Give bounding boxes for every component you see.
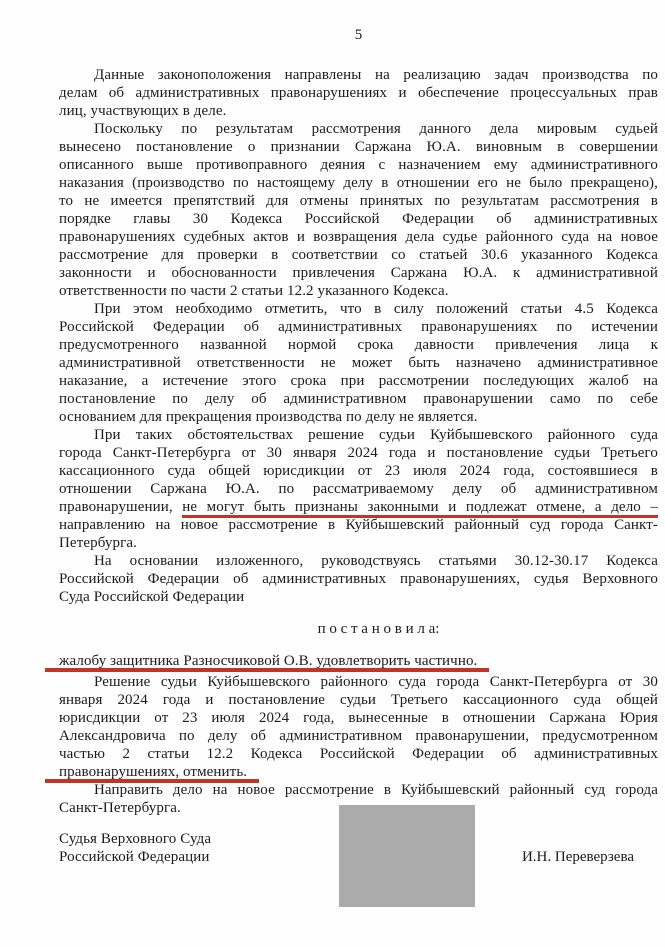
document-line — [59, 66, 658, 84]
text-segment: правонарушениях судебных актов и возвращения дела судье районного суда на новое — [59, 229, 658, 245]
para-pri-etom — [59, 300, 658, 426]
para-reshenie — [59, 673, 658, 781]
verdict-word: п о с т а н о в и л а: — [317, 621, 440, 637]
page-number: 5 — [354, 27, 363, 43]
judge-name: И.Н. Переверзева — [521, 849, 634, 865]
document-line — [59, 300, 658, 318]
document-line — [59, 444, 658, 462]
text-segment: вынесено постановление о признании Саржана Ю.А. виновным в совершении — [59, 139, 658, 155]
document-line — [59, 192, 658, 210]
text-segment: порядке главы 30 Кодекса Российской Федерации об административных — [59, 211, 658, 227]
document-line — [59, 763, 658, 781]
document-line — [59, 174, 658, 192]
text-segment: отношении Саржана Ю.А. по рассматриваемому делу об административном — [59, 481, 658, 497]
document-line — [59, 318, 658, 336]
text-segment: При таких обстоятельствах решение судьи Куйбышевского районного суда — [94, 427, 658, 443]
red-underline-annotation: жалобу защитника Разносчиковой О.В. удовлетворить частично. — [45, 653, 489, 672]
text-segment: Направить дело на новое рассмотрение в Куйбышевский районный суд города — [94, 782, 658, 798]
text-segment: то не имеется препятствий для отмены принятых по результатам рассмотрения в — [59, 193, 658, 209]
document-line — [59, 480, 658, 498]
text-segment: основанием для прекращения производства по делу не является. — [59, 409, 478, 425]
text-segment: предусмотренного названной нормой срока давности привлечения лица к — [59, 337, 658, 353]
signature-title-line: Российской Федерации — [59, 849, 210, 865]
text-segment: частью 2 статьи 12.2 Кодекса Российской Федерации об административных — [59, 746, 658, 762]
text-segment: направлению на новое рассмотрение в Куйбышевский районный суд города Санкт- — [59, 517, 658, 533]
document-line — [59, 120, 658, 138]
text-segment: наказания (производство по настоящему делу в отношении его не было прекращено), — [59, 175, 658, 191]
para-pri-takikh — [59, 426, 658, 552]
text-segment: Решение судьи Куйбышевского районного суда города Санкт-Петербурга от 30 — [94, 674, 658, 690]
text-segment: Суда Российской Федерации — [59, 589, 245, 605]
text-segment: Данные законоположения направлены на реализацию задач производства по — [94, 67, 658, 83]
document-line — [59, 264, 658, 282]
para-zhaloba — [59, 652, 658, 670]
document-line — [59, 552, 658, 570]
document-line — [59, 282, 658, 300]
document-line — [59, 673, 658, 691]
text-segment: Российской Федерации об административных правонарушениях, судья Верховного — [59, 571, 658, 587]
text-segment: января 2024 года и постановление судьи Третьего кассационного суда общей — [59, 692, 658, 708]
text-segment: административной ответственности не может быть назначено административное — [59, 355, 658, 371]
document-line — [59, 84, 658, 102]
text-segment: наказание, а истечение этого срока при рассмотрении последующих жалоб на — [59, 373, 658, 389]
document-line — [59, 498, 658, 516]
document-line — [59, 336, 658, 354]
document-line — [59, 354, 658, 372]
document-line — [59, 588, 658, 606]
document-line — [59, 426, 658, 444]
document-line — [59, 745, 658, 763]
document-line — [59, 156, 658, 174]
document-line — [59, 138, 658, 156]
document-line — [59, 390, 658, 408]
text-segment: ответственности по части 2 статьи 12.2 указанного Кодекса. — [59, 283, 449, 299]
document-line — [59, 210, 658, 228]
text-segment: Александровича по делу об административном правонарушении, предусмотренном — [59, 728, 658, 744]
text-segment: законности и обоснованности привлечения Саржана Ю.А. к административной — [59, 265, 658, 281]
text-segment: описанного выше противоправного деяния с назначением ему административного — [59, 157, 658, 173]
document-line — [59, 372, 658, 390]
document-line — [59, 102, 658, 120]
text-segment: постановление по делу об административном правонарушении само по себе — [59, 391, 658, 407]
text-segment: лиц, участвующих в деле. — [59, 103, 227, 119]
document-line — [59, 462, 658, 480]
redaction-box — [339, 805, 475, 907]
document-line — [59, 570, 658, 588]
para-na-osnovanii — [59, 552, 658, 606]
document-line — [59, 534, 658, 552]
document-line — [59, 652, 658, 670]
document-line — [59, 781, 658, 799]
document-line — [59, 246, 658, 264]
document-line — [59, 709, 658, 727]
document-line — [59, 408, 658, 426]
text-segment: делам об административных правонарушениях и обеспечение процессуальных прав — [59, 85, 658, 101]
text-segment: правонарушении, — [59, 499, 183, 515]
document-line — [59, 727, 658, 745]
para-poskolku — [59, 120, 658, 300]
text-segment: юрисдикции от 23 июля 2024 года, вынесенные в отношении Саржана Юрия — [59, 710, 658, 726]
text-segment: При этом необходимо отметить, что в силу положений статьи 4.5 Кодекса — [94, 301, 658, 317]
text-segment: города Санкт-Петербурга от 30 января 2024 года и постановление судьи Третьего — [59, 445, 658, 461]
red-underline-annotation: правонарушениях, отменить. — [45, 764, 259, 783]
text-segment: Поскольку по результатам рассмотрения данного дела мировым судьей — [94, 121, 658, 137]
text-segment: Санкт-Петербурга. — [59, 800, 181, 816]
text-segment: Петербурга. — [59, 535, 137, 551]
text-segment: кассационного суда общей юрисдикции от 23 июля 2024 года, состоявшиеся в — [59, 463, 658, 479]
para-intro — [59, 66, 658, 120]
document-line — [59, 691, 658, 709]
red-underline-annotation: не могут быть признаны законными и подлежат отмене, а дело – — [182, 499, 658, 518]
document-body — [59, 66, 658, 817]
document-line — [59, 228, 658, 246]
signature-title-line: Судья Верховного Суда — [59, 831, 212, 847]
text-segment: На основании изложенного, руководствуясь статьями 30.12-30.17 Кодекса — [94, 553, 658, 569]
document-line — [59, 516, 658, 534]
text-segment: Российской Федерации об административных правонарушениях по истечении — [59, 319, 658, 335]
text-segment: рассмотрение для проверки в соответствии со статьей 30.6 указанного Кодекса — [59, 247, 658, 263]
